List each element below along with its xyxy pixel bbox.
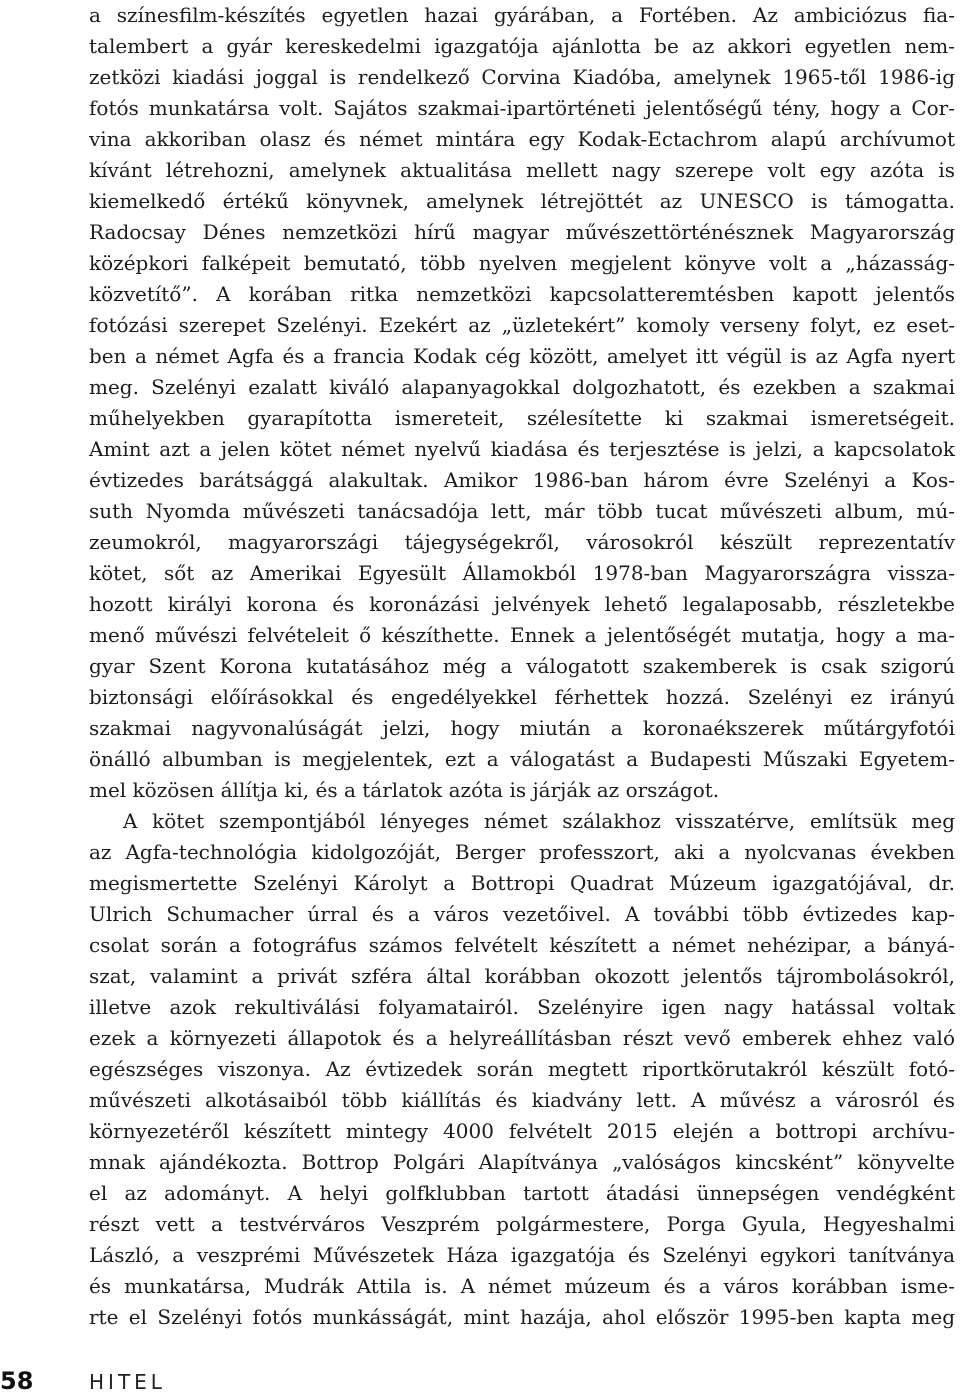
text-line: az Agfa-technológia kidolgozóját, Berger professzort, aki a nyolcvanas években xyxy=(89,840,955,864)
text-line: szat, valamint a privát szféra által korábban okozott jelentős tájrombolásokról, xyxy=(89,964,955,988)
text-line: közvetítő”. A korában ritka nemzetközi kapcsolatteremtésben kapott jelentős xyxy=(89,282,955,306)
text-line: menő művészi felvételeit ő készíthette. Ennek a jelentőségét mutatja, hogy a ma- xyxy=(89,623,955,647)
text-line: gyar Szent Korona kutatásához még a válogatott szakemberek is csak szigorú xyxy=(89,654,955,678)
text-line: ezek a környezeti állapotok és a helyreállításban részt vevő emberek ehhez való xyxy=(89,1026,955,1050)
text-line: zetközi kiadási joggal is rendelkező Corvina Kiadóba, amelynek 1965-től 1986-ig xyxy=(89,65,955,89)
text-line: zeumokról, magyarországi tájegységekről, városokról készült reprezentatív xyxy=(89,530,955,554)
text-line: biztonsági előírásokkal és engedélyekkel férhettek hozzá. Szelényi ez irányú xyxy=(89,685,955,709)
paragraph xyxy=(89,0,955,806)
text-line: fotózási szerepet Szelényi. Ezekért az „üzletekért” komoly verseny folyt, ez eset- xyxy=(89,313,955,337)
text-line: megismertette Szelényi Károlyt a Bottropi Quadrat Múzeum igazgatójával, dr. xyxy=(89,871,955,895)
text-line: mel közösen állítja ki, és a tárlatok azóta is járják az országot. xyxy=(89,778,720,802)
text-line: kötet, sőt az Amerikai Egyesült Államokból 1978-ban Magyarországra vissza- xyxy=(89,561,955,585)
text-line: illetve azok rekultiválási folyamatairól. Szelényire igen nagy hatással voltak xyxy=(89,995,955,1019)
text-line: önálló albumban is megjelentek, ezt a válogatást a Budapesti Műszaki Egyetem- xyxy=(89,747,955,771)
text-line: a színesfilm-készítés egyetlen hazai gyárában, a Fortében. Az ambiciózus fia- xyxy=(89,3,955,27)
text-line: A kötet szempontjából lényeges német szálakhoz visszatérve, említsük meg xyxy=(123,809,955,833)
text-line: rte el Szelényi fotós munkásságát, mint hazája, ahol először 1995-ben kapta meg xyxy=(89,1305,955,1329)
text-line: vina akkoriban olasz és német mintára egy Kodak-Ectachrom alapú archívumot xyxy=(89,127,955,151)
text-line: évtizedes barátsággá alakultak. Amikor 1986-ban három évre Szelényi a Kos- xyxy=(89,468,955,492)
journal-name: HITEL xyxy=(89,1370,166,1394)
text-line: kiemelkedő értékű könyvnek, amelynek létrejöttét az UNESCO is támogatta. xyxy=(89,189,955,213)
text-line: csolat során a fotográfus számos felvételt készített a német nehézipar, a bányá- xyxy=(89,933,955,957)
text-line: környezetéről készített mintegy 4000 felvételt 2015 elején a bottropi archívu- xyxy=(89,1119,955,1143)
text-line: műhelyekben gyarapította ismereteit, szélesítette ki szakmai ismeretségeit. xyxy=(89,406,955,430)
text-line: Amint azt a jelen kötet német nyelvű kiadása és terjesztése is jelzi, a kapcsolatok xyxy=(89,437,955,461)
text-line: hozott királyi korona és koronázási jelvények lehető legalaposabb, részletekbe xyxy=(89,592,955,616)
text-line: középkori falképeit bemutató, több nyelven megjelent könyve volt a „házasság- xyxy=(89,251,955,275)
text-line: Radocsay Dénes nemzetközi hírű magyar művészettörténésznek Magyarország xyxy=(89,220,955,244)
text-line: suth Nyomda művészeti tanácsadója lett, már több tucat művészeti album, mú- xyxy=(89,499,955,523)
text-line: el az adományt. A helyi golfklubban tartott átadási ünnepségen vendégként xyxy=(89,1181,955,1205)
text-line: meg. Szelényi ezalatt kiváló alapanyagokkal dolgozhatott, és ezekben a szakmai xyxy=(89,375,955,399)
text-line: kívánt létrehozni, amelynek aktualitása mellett nagy szerepe volt egy azóta is xyxy=(89,158,955,182)
text-line: ben a német Agfa és a francia Kodak cég között, amelyet itt végül is az Agfa nyert xyxy=(89,344,955,368)
page-number: 58 xyxy=(0,1367,34,1395)
text-line: szakmai nagyvonalúságát jelzi, hogy miután a koronaékszerek műtárgyfotói xyxy=(89,716,955,740)
text-line: Ulrich Schumacher úrral és a város vezetőivel. A további több évtizedes kap- xyxy=(89,902,955,926)
text-line: és munkatársa, Mudrák Attila is. A német múzeum és a város korábban isme- xyxy=(89,1274,955,1298)
text-line: mnak ajándékozta. Bottrop Polgári Alapítványa „valóságos kincsként” könyvelte xyxy=(89,1150,955,1174)
text-line: művészeti alkotásaiból több kiállítás és kiadvány lett. A művész a városról és xyxy=(89,1088,955,1112)
text-line: részt vett a testvérváros Veszprém polgármestere, Porga Gyula, Hegyeshalmi xyxy=(89,1212,955,1236)
article-body xyxy=(89,0,955,1333)
text-line: László, a veszprémi Művészetek Háza igazgatója és Szelényi egykori tanítványa xyxy=(89,1243,955,1267)
paragraph xyxy=(89,806,955,1333)
text-line: talembert a gyár kereskedelmi igazgatója ajánlotta be az akkori egyetlen nem- xyxy=(89,34,955,58)
text-line: egészséges viszonya. Az évtizedek során megtett riportkörutakról készült fotó- xyxy=(89,1057,955,1081)
text-line: fotós munkatársa volt. Sajátos szakmai-ipartörténeti jelentőségű tény, hogy a Cor- xyxy=(89,96,955,120)
